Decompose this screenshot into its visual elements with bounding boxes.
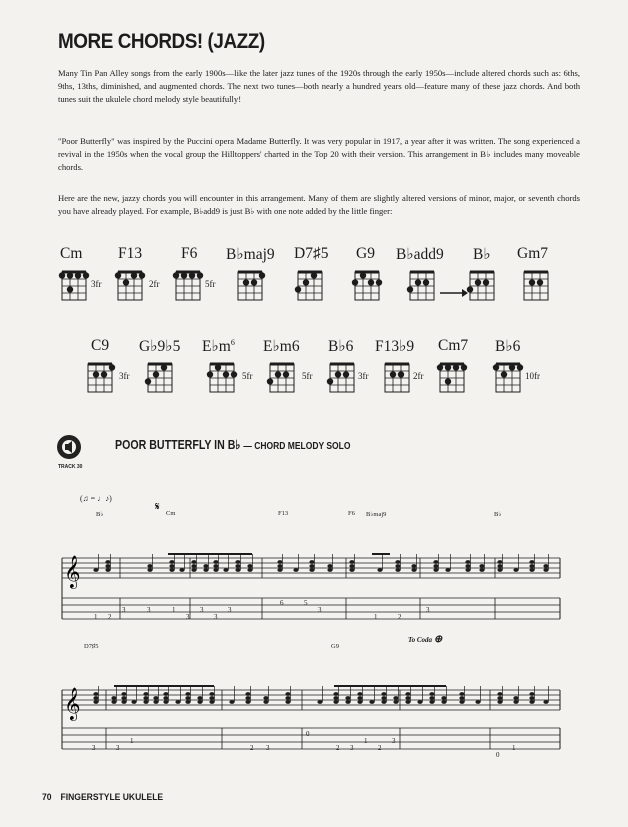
note-head [345, 700, 350, 704]
tab-fret-number: 0 [496, 751, 500, 759]
note-head [285, 696, 290, 700]
note-head [223, 568, 228, 572]
book-title: FINGERSTYLE UKULELE [60, 792, 164, 803]
note-head [191, 564, 196, 568]
note-head [93, 692, 98, 696]
chord-name: F13 [118, 245, 143, 262]
note-head [143, 700, 148, 704]
score-chord-label: Cm [166, 510, 176, 517]
note-head [317, 700, 322, 704]
note-head [93, 696, 98, 700]
note-head [121, 700, 126, 704]
note-head [405, 692, 410, 696]
note-head [349, 564, 354, 568]
note-head [349, 560, 354, 564]
note-head [357, 696, 362, 700]
note-head [433, 564, 438, 568]
tab-fret-number: 1 [130, 737, 134, 745]
note-head [175, 700, 180, 704]
note-head [105, 568, 110, 572]
note-head [465, 560, 470, 564]
note-head [395, 568, 400, 572]
note-head [475, 700, 480, 704]
note-head [185, 692, 190, 696]
note-head [285, 700, 290, 704]
note-head [513, 696, 518, 700]
note-head [235, 560, 240, 564]
note-head [543, 568, 548, 572]
chord-name: D7♯5 [294, 245, 329, 262]
note-head [277, 560, 282, 564]
note-head [377, 568, 382, 572]
note-head [245, 692, 250, 696]
note-head [277, 568, 282, 572]
note-head [163, 700, 168, 704]
note-head [163, 696, 168, 700]
intro-paragraph: Many Tin Pan Alley songs from the early 1900s—like the later jazz tunes of the 1920s through the early 1950s—include altered chords such as: 6ths, 9ths, 13ths, diminished, and augmented chords. The next two tunes—both nearly a hundred years old—feature many of these jazz chords. And both tunes suit the ukulele chord melody style beautifully! [58, 68, 580, 104]
note-head [121, 692, 126, 696]
tab-fret-number: 3 [214, 613, 218, 621]
note-head [185, 696, 190, 700]
note-head [393, 700, 398, 704]
note-head [213, 560, 218, 564]
note-head [395, 560, 400, 564]
tab-fret-number: 3 [200, 606, 204, 614]
chord-name: B♭add9 [396, 246, 444, 263]
note-head [105, 560, 110, 564]
chord-name: B♭6 [328, 338, 354, 355]
note-head [441, 700, 446, 704]
note-head [209, 696, 214, 700]
note-head [433, 560, 438, 564]
note-head [143, 692, 148, 696]
fret-label: 2fr [413, 371, 424, 381]
tab-fret-number: 3 [266, 744, 270, 752]
note-head [121, 696, 126, 700]
note-head [179, 568, 184, 572]
score-chord-label: F13 [278, 510, 289, 517]
note-head [411, 564, 416, 568]
score-chord-label: D7♯5 [84, 643, 99, 650]
tab-fret-number: 6 [280, 599, 284, 607]
note-head [327, 564, 332, 568]
note-head [309, 560, 314, 564]
jazzy-chords-paragraph: Here are the new, jazzy chords you will encounter in this arrangement. Many of them are slightly altered versions of minor, major, or seventh chords you have already played. For example, B♭add9 is just B♭ with one note added by the little finger: [58, 193, 580, 216]
note-head [263, 696, 268, 700]
fret-label: 5fr [302, 371, 313, 381]
chord-name: E♭m6 [263, 338, 300, 355]
note-head [293, 568, 298, 572]
tab-fret-number: 1 [172, 606, 176, 614]
tab-fret-number: 1 [512, 744, 516, 752]
note-head [93, 568, 98, 572]
note-head [357, 692, 362, 696]
note-head [111, 696, 116, 700]
note-head [169, 564, 174, 568]
note-head [235, 564, 240, 568]
note-head [153, 696, 158, 700]
note-head [349, 568, 354, 572]
note-head [209, 692, 214, 696]
note-head [285, 692, 290, 696]
treble-clef: 𝄞 [64, 555, 81, 588]
note-head [411, 568, 416, 572]
note-head [497, 696, 502, 700]
fret-label: 2fr [149, 279, 160, 289]
note-head [405, 696, 410, 700]
note-head [479, 568, 484, 572]
fret-label: 5fr [242, 371, 253, 381]
note-head [405, 700, 410, 704]
note-head [163, 692, 168, 696]
note-head [445, 568, 450, 572]
note-head [245, 696, 250, 700]
note-head [309, 568, 314, 572]
note-head [153, 700, 158, 704]
to-coda-marking: To Coda ⊕ [408, 634, 443, 645]
note-head [131, 700, 136, 704]
note-head [247, 568, 252, 572]
note-head [333, 696, 338, 700]
note-head [245, 700, 250, 704]
chord-name: G9 [356, 245, 375, 262]
chord-name: Cm [60, 245, 83, 262]
note-head [429, 700, 434, 704]
chord-name: Cm7 [438, 337, 469, 354]
note-head [513, 568, 518, 572]
tab-fret-number: 3 [392, 737, 396, 745]
note-head [479, 564, 484, 568]
note-head [263, 700, 268, 704]
note-head [191, 560, 196, 564]
chord-name: Gm7 [517, 245, 548, 262]
fret-label: 3fr [358, 371, 369, 381]
swing-marking: (♫ = ♩♪) [80, 494, 112, 503]
segno-sign: 𝄋 [155, 500, 160, 513]
tab-fret-number: 3 [116, 744, 120, 752]
note-head [429, 692, 434, 696]
page-number: 70 [42, 792, 52, 803]
note-head [393, 696, 398, 700]
tab-fret-number: 3 [92, 744, 96, 752]
note-head [333, 692, 338, 696]
tab-fret-number: 3 [426, 606, 430, 614]
note-head [357, 700, 362, 704]
note-head [497, 700, 502, 704]
score-chord-label: B♭ [494, 511, 502, 518]
note-head [209, 700, 214, 704]
chord-name: B♭ [473, 246, 491, 263]
note-head [203, 568, 208, 572]
tab-fret-number: 1 [94, 613, 98, 621]
note-head [277, 564, 282, 568]
tab-fret-number: 2 [250, 744, 254, 752]
tab-fret-number: 0 [306, 730, 310, 738]
chord-name: C9 [91, 337, 110, 354]
note-head [213, 564, 218, 568]
tab-fret-number: 3 [147, 606, 151, 614]
score-chord-label: B♭maj9 [366, 511, 387, 518]
note-head [465, 568, 470, 572]
note-head [543, 700, 548, 704]
fret-label: 5fr [205, 279, 216, 289]
tab-fret-number: 3 [122, 606, 126, 614]
treble-clef: 𝄞 [64, 687, 81, 720]
note-head [543, 564, 548, 568]
note-head [93, 700, 98, 704]
chord-name: $E♭m^6$ [202, 337, 235, 355]
note-head [369, 700, 374, 704]
page-footer [42, 792, 172, 803]
note-head [497, 560, 502, 564]
tab-fret-number: 2 [378, 744, 382, 752]
note-head [147, 564, 152, 568]
note-head [105, 564, 110, 568]
note-head [497, 692, 502, 696]
note-head [441, 696, 446, 700]
note-head [229, 700, 234, 704]
tab-fret-number: 2 [108, 613, 112, 621]
tab-fret-number: 5 [304, 599, 308, 607]
section-title: MORE CHORDS! (JAZZ) [58, 30, 265, 53]
note-head [169, 560, 174, 564]
track-title: POOR BUTTERFLY IN B♭ — CHORD MELODY SOLO [115, 438, 351, 452]
note-head [327, 568, 332, 572]
tab-fret-number: 3 [228, 606, 232, 614]
chord-name: B♭maj9 [226, 246, 275, 263]
note-head [235, 568, 240, 572]
note-head [459, 700, 464, 704]
note-head [497, 568, 502, 572]
note-head [459, 692, 464, 696]
note-head [169, 568, 174, 572]
track-label: TRACK 30 [58, 464, 83, 470]
note-head [433, 568, 438, 572]
score-chord-label: F6 [348, 510, 355, 517]
note-head [191, 568, 196, 572]
note-head [185, 700, 190, 704]
note-head [345, 696, 350, 700]
chord-name: F6 [181, 245, 198, 262]
tab-fret-number: 3 [318, 606, 322, 614]
note-head [529, 692, 534, 696]
tab-fret-number: 1 [364, 737, 368, 745]
note-head [459, 696, 464, 700]
tab-fret-number: 1 [374, 613, 378, 621]
poor-butterfly-paragraph: "Poor Butterfly" was inspired by the Puccini opera Madame Butterfly. It was very popular in 1917, a year after it was written. The song experienced a revival in the 1950s when the vocal group the Hilltoppers' charted in the Top 20 with their version. This arrangement in B♭ includes many moveable chords. [58, 136, 580, 172]
note-head [529, 564, 534, 568]
note-head [429, 696, 434, 700]
note-head [497, 564, 502, 568]
note-head [309, 564, 314, 568]
note-head [111, 700, 116, 704]
note-head [381, 696, 386, 700]
score-chord-label: B♭ [96, 511, 104, 518]
note-head [143, 696, 148, 700]
note-head [203, 564, 208, 568]
note-head [247, 564, 252, 568]
note-head [465, 564, 470, 568]
note-head [529, 696, 534, 700]
fret-label: 10fr [525, 371, 540, 381]
tab-fret-number: 3 [350, 744, 354, 752]
note-head [197, 696, 202, 700]
note-head [513, 700, 518, 704]
chord-name: B♭6 [495, 338, 521, 355]
note-head [395, 564, 400, 568]
note-head [213, 568, 218, 572]
fret-label: 3fr [91, 279, 102, 289]
note-head [417, 700, 422, 704]
note-head [147, 568, 152, 572]
tab-fret-number: 2 [398, 613, 402, 621]
note-head [197, 700, 202, 704]
tab-fret-number: 2 [336, 744, 340, 752]
chord-name: G♭9♭5 [139, 338, 181, 355]
note-head [529, 700, 534, 704]
fret-label: 3fr [119, 371, 130, 381]
score-chord-label: G9 [331, 643, 339, 650]
tab-fret-number: 3 [186, 613, 190, 621]
note-head [529, 560, 534, 564]
note-head [381, 700, 386, 704]
note-head [381, 692, 386, 696]
chord-name: F13♭9 [375, 338, 415, 355]
note-head [333, 700, 338, 704]
note-head [529, 568, 534, 572]
